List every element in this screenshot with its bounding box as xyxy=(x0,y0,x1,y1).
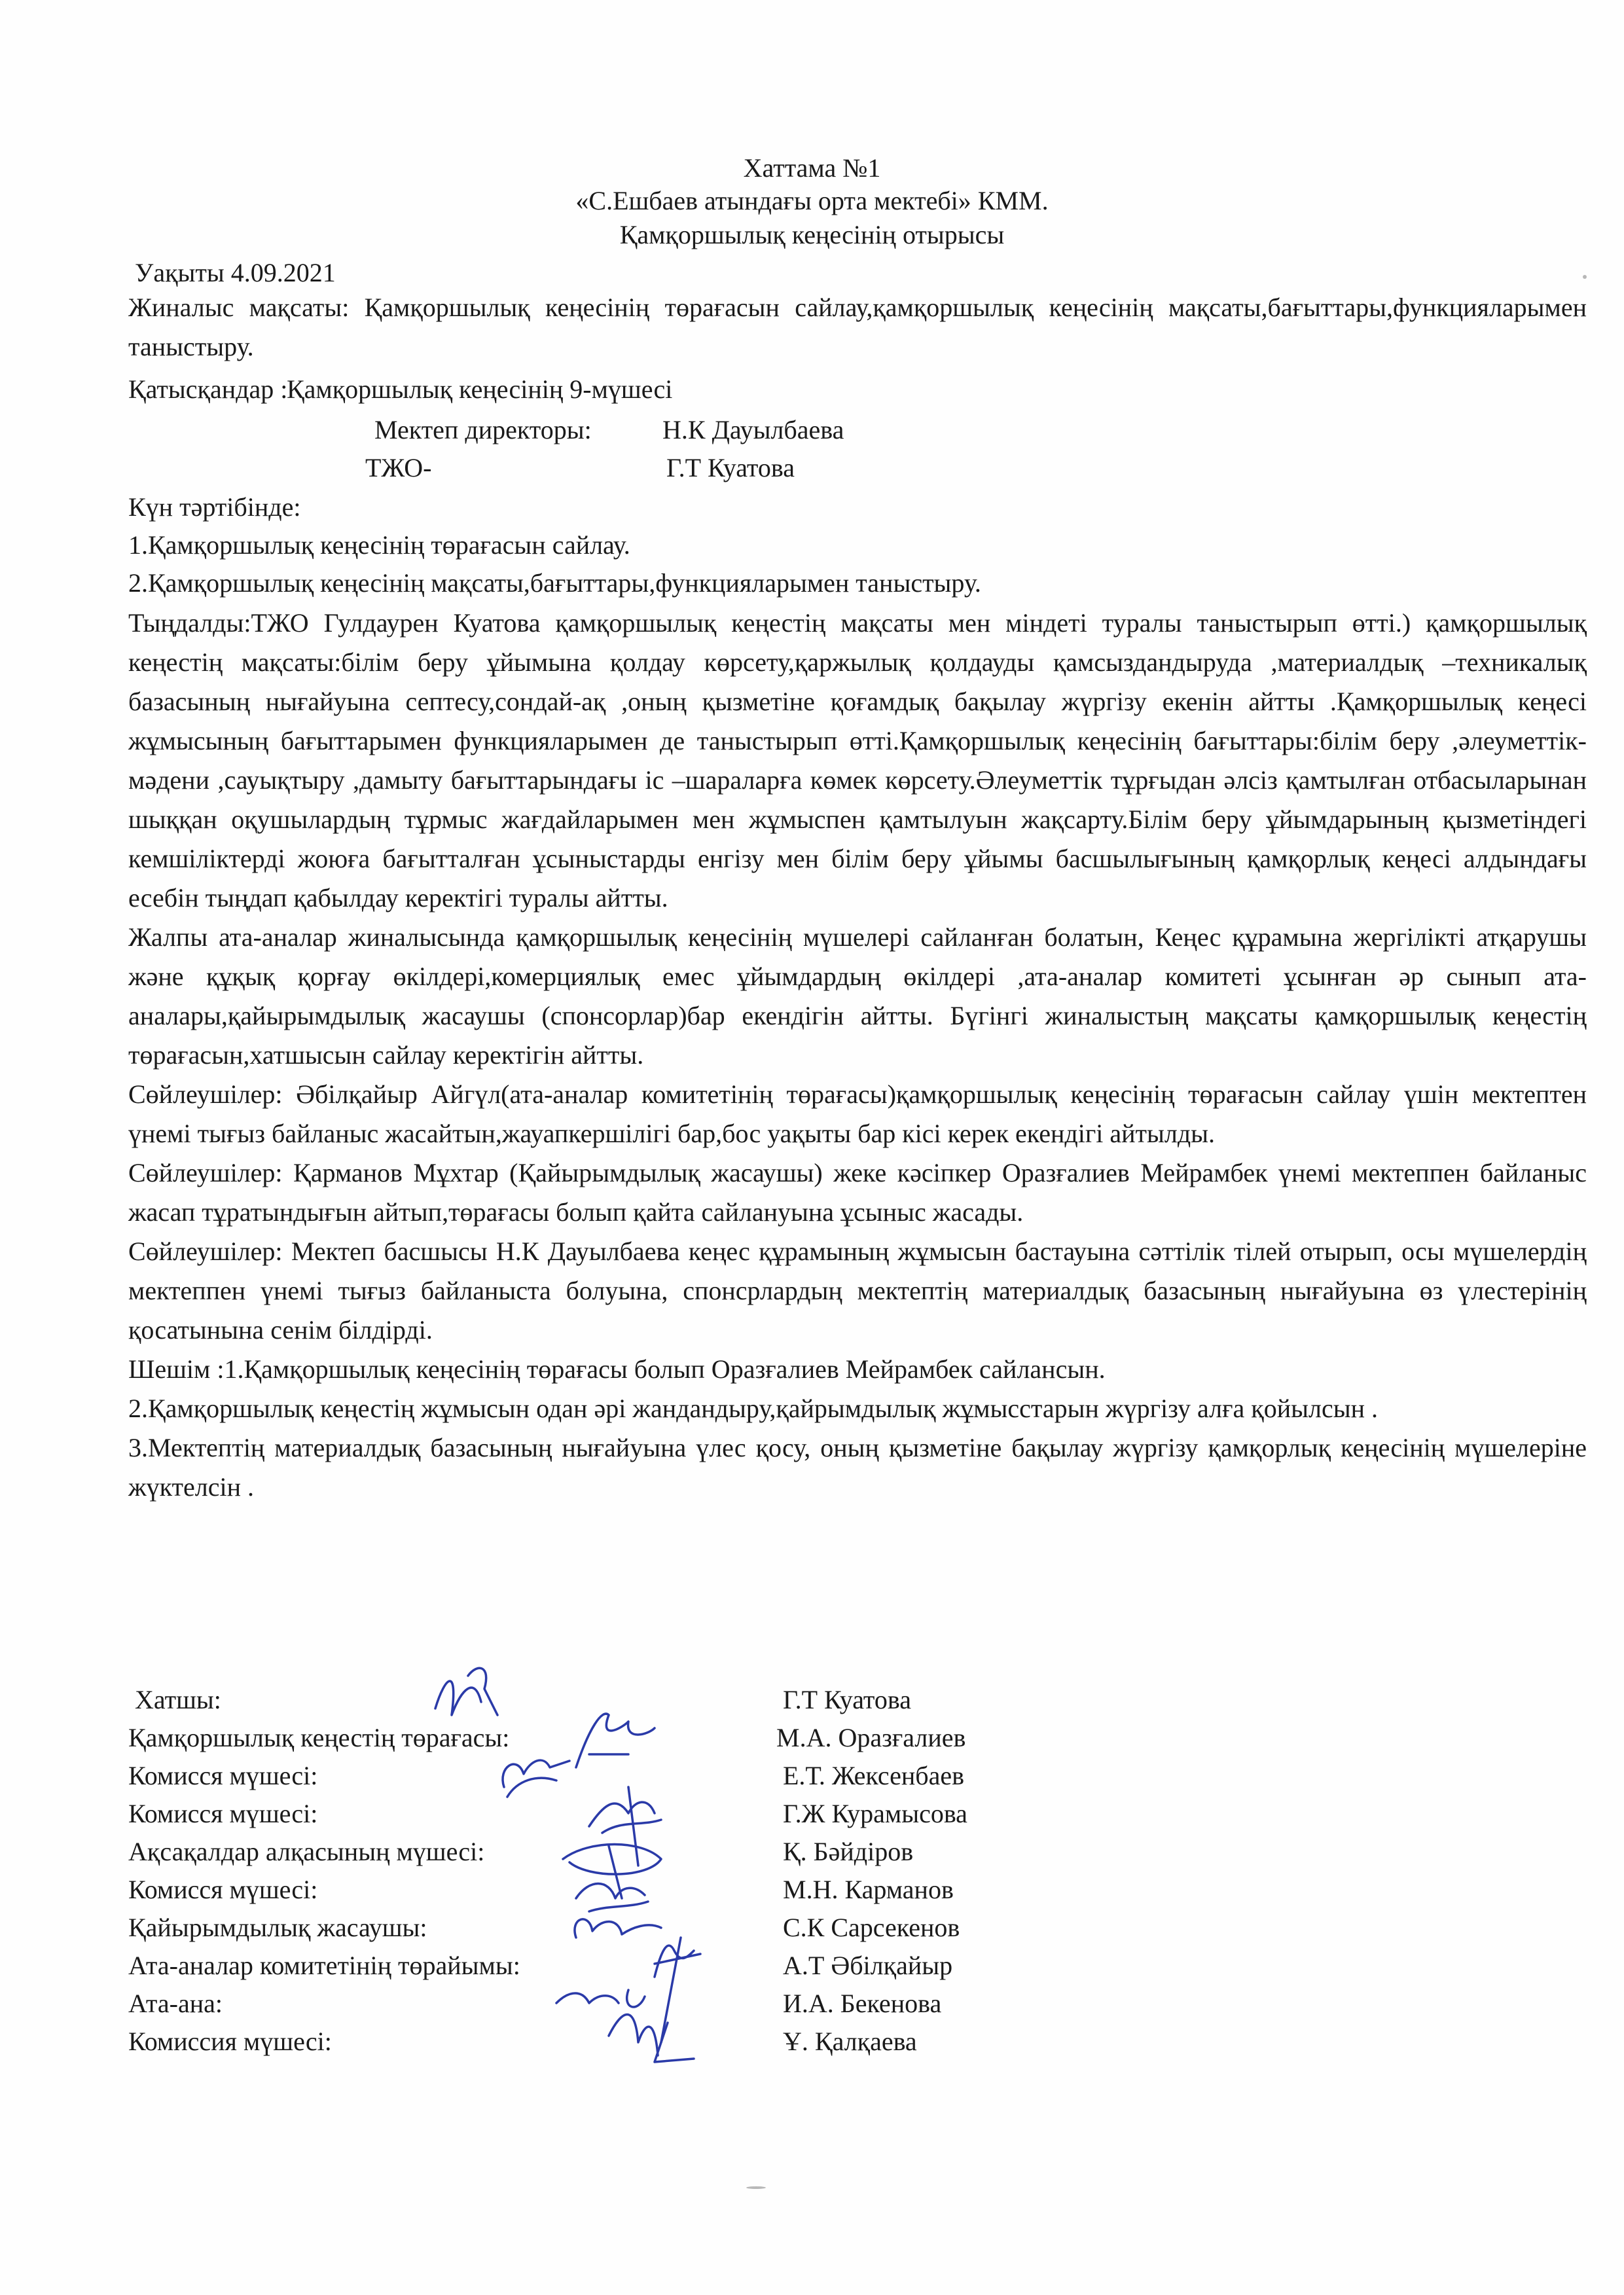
signature-row xyxy=(128,1757,1045,1795)
signature-name: Г.Т Куатова xyxy=(783,1685,911,1714)
signature-role: Хатшы: xyxy=(135,1685,221,1714)
speaker-paragraph: Сөйлеушілер: Қарманов Мұхтар (Қайырымдылық жасаушы) жеке кәсіпкер Оразғалиев Мейрамбек үнемі мектеппен байланыс жасап тұратындығын айтып,төрағасы болып қайта сайлануына ұсыныс жасады. xyxy=(128,1158,1587,1227)
general-meeting-paragraph: Жалпы ата-аналар жиналысында қамқоршылық кеңесінің мүшелері сайланған болатын, Кеңес құрамына жергілікті атқарушы және құқық қорғау өкілдері,комерциялық емес ұйымдардың өкілдері ,ата-аналар комитеті ұсынған әр сынып ата-аналары,қайырымдылық жасаушы (спонсорлар)бар екендігін айтты. Бүгінгі жиналыстың мақсаты қамқоршылық кеңестің төрағасын,хатшысын сайлау керектігін айтты. xyxy=(128,922,1587,1070)
minutes-body xyxy=(128,604,1587,1507)
agenda-item: 1.Қамқоршылық кеңесінің төрағасын сайлау. xyxy=(128,530,630,560)
purpose-text: Жиналыс мақсаты: Қамқоршылық кеңесінің төрағасын сайлау,қамқоршылық кеңесінің мақсаты,бағыттары,функцияларымен таныстыру. xyxy=(128,293,1587,361)
document-title: Хаттама №1 xyxy=(743,153,881,183)
participants-value: Қамқоршылық кеңесінің 9-мүшесі xyxy=(287,374,673,404)
agenda-label: Күн тәртібінде: xyxy=(128,492,301,522)
meeting-date: Уақыты 4.09.2021 xyxy=(135,258,336,287)
decision-item: 2.Қамқоршылық кеңестің жұмысын одан әрі жандандыру,қайрымдылық жұмысстарын жүргізу алға қойылсын . xyxy=(128,1394,1378,1423)
decision-item: 3.Мектептің материалдық базасының нығайуына үлес қосу, оның қызметіне бақылау жүргізу қамқорлық кеңесінің мүшелеріне жүктелсін . xyxy=(128,1433,1587,1502)
agenda-item: 2.Қамқоршылық кеңесінің мақсаты,бағыттары,функцияларымен таныстыру. xyxy=(128,568,981,598)
signature-role: Ата-аналар комитетінің төрайымы: xyxy=(128,1951,520,1980)
scan-speck xyxy=(1583,275,1587,279)
heard-paragraph: Тыңдалды:ТЖО Гулдаурен Куатова қамқоршылық кеңестің мақсаты мен міндеті туралы таныстырып өтті.) қамқоршылық кеңестің мақсаты:білім беру ұйымына қолдау көрсету,қаржылық қолдауды қамсыздандыруда ,материалдық –техникалық базасының нығайуына септесу,сондай-ақ ,оның қызметіне қоғамдық бақылау жүргізу екенін айтты .Қамқоршылық кеңесі жұмысының бағыттарымен функцияларымен де таныстырып өтті.Қамқоршылық кеңесінің бағыттары:білім беру ,әлеуметтік-мәдени ,сауықтыру ,дамыту бағыттарындағы іс –шараларға көмек көрсету.Әлеуметтік тұрғыдан әлсіз қамтылған отбасыларынан шыққан оқушылардың тұрмыс жағдайларымен мен жұмыспен қамтылуын жақсарту.Білім беру ұйымдарының қызметіндегі кемшіліктерді жоюға бағытталған ұсыныстарды енгізу мен білім беру ұйымы басшылығының қамқорлық кеңесі алдындағы есебін тыңдап қабылдау керектігі туралы айтты. xyxy=(128,608,1587,913)
signature-role: Ақсақалдар алқасының мүшесі: xyxy=(128,1837,485,1866)
signature-name: Г.Ж Курамысова xyxy=(783,1799,967,1828)
signature-role: Комисся мүшесі: xyxy=(128,1799,318,1828)
signature-row xyxy=(128,1681,1045,1719)
signature-name: Қ. Бәйдіров xyxy=(783,1837,914,1866)
signature-name: Е.Т. Жексенбаев xyxy=(783,1761,965,1790)
school-name: «С.Ешбаев атындағы орта мектебі» КММ. xyxy=(575,186,1049,215)
signature-row xyxy=(128,1833,1045,1871)
signature-role: Комисся мүшесі: xyxy=(128,1761,318,1790)
signature-name: С.К Сарсекенов xyxy=(783,1913,960,1942)
signature-row xyxy=(128,1909,1045,1947)
tzho-label: ТЖО- xyxy=(365,453,432,482)
director-name: Н.К Дауылбаева xyxy=(662,415,844,444)
speaker-paragraph: Сөйлеушілер: Мектеп басшысы Н.К Дауылбаева кеңес құрамының жұмысын бастауына сәттілік тілей отырып, осы мүшелердің мектеппен үнемі тығыз байланыста болуына, спонсрлардың мектептің материалдық базасының нығайуына өз үлестерінің қосатынына сенім білдірді. xyxy=(128,1237,1587,1345)
signature-row xyxy=(128,1947,1045,1985)
signature-role: Қамқоршылық кеңестің төрағасы: xyxy=(128,1723,510,1752)
signature-name: Ұ. Қалқаева xyxy=(783,2027,917,2056)
scan-speck xyxy=(746,2186,766,2189)
signature-name: И.А. Бекенова xyxy=(783,1989,942,2018)
signature-row xyxy=(128,2023,1045,2061)
tzho-name: Г.Т Куатова xyxy=(666,453,795,482)
signature-role: Ата-ана: xyxy=(128,1989,223,2018)
signature-name: М.Н. Карманов xyxy=(783,1875,954,1904)
director-label: Мектеп директоры: xyxy=(374,415,592,444)
meeting-subtitle: Қамқоршылық кеңесінің отырысы xyxy=(619,220,1005,249)
speaker-paragraph: Сөйлеушілер: Әбілқайыр Айгүл(ата-аналар комитетінің төрағасы)қамқоршылық кеңесінің төрағасын сайлау үшін мектептен үнемі тығыз байланыс жасайтын,жауапкершілігі бар,бос уақыты бар кісі керек екендігі айтылды. xyxy=(128,1079,1587,1148)
signature-row xyxy=(128,1719,1045,1757)
signature-role: Қайырымдылық жасаушы: xyxy=(128,1913,427,1942)
meeting-purpose xyxy=(128,288,1587,367)
participants-label: Қатысқандар : xyxy=(128,374,288,404)
signature-row xyxy=(128,1871,1045,1909)
signature-role: Комиссия мүшесі: xyxy=(128,2027,332,2056)
signature-row xyxy=(128,1985,1045,2023)
signature-name: А.Т Әбілқайыр xyxy=(783,1951,953,1980)
signature-row xyxy=(128,1795,1045,1833)
signature-role: Комисся мүшесі: xyxy=(128,1875,318,1904)
decision-item: Шешім :1.Қамқоршылық кеңесінің төрағасы болып Оразғалиев Мейрамбек сайлансын. xyxy=(128,1354,1106,1384)
signature-name: М.А. Оразғалиев xyxy=(776,1723,966,1752)
